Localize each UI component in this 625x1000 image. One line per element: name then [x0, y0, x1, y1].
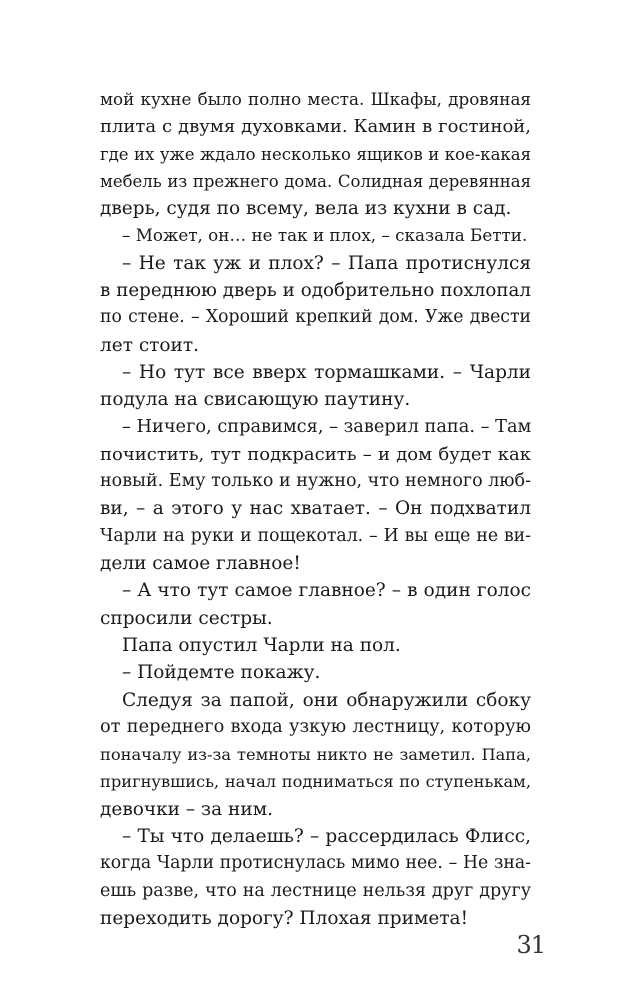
text-line: от переднего входа узкую лестницу, которую — [100, 716, 531, 737]
text-line: плита с двумя духовками. Камин в гостиной, — [100, 116, 531, 138]
text-line: – Не так уж и плох? – Папа протиснулся — [122, 252, 531, 274]
body-text — [100, 86, 531, 932]
page-number: 31 — [516, 931, 545, 959]
text-line: – Но тут все вверх тормашками. – Чарли — [122, 361, 531, 383]
text-line: новый. Ему только и нужно, что немного люб- — [100, 471, 531, 492]
text-line: лет стоит. — [100, 334, 199, 356]
text-line: спросили сестры. — [100, 607, 273, 629]
text-line: мой кухне было полно места. Шкафы, дровяная — [100, 89, 531, 109]
text-line: где их уже ждало несколько ящиков и кое-какая — [100, 144, 531, 164]
text-line: – Ничего, справимся, – заверил папа. – Там — [122, 416, 532, 437]
text-line: Папа опустил Чарли на пол. — [122, 634, 401, 656]
text-line: – Может, он… не так и плох, – сказала Бетти. — [122, 225, 528, 246]
text-line: ви, – а этого у нас хватает. – Он подхватил — [100, 498, 531, 520]
text-line: почистить, тут подкрасить – и дом будет как — [100, 443, 531, 465]
text-line: – А что тут самое главное? – в один голос — [122, 580, 531, 602]
text-line: в переднюю дверь и одобрительно похлопал — [100, 280, 531, 302]
text-line: пригнувшись, начал подниматься по ступенькам, — [100, 772, 531, 792]
text-line: Чарли на руки и пощекотал. – И вы еще не ви- — [100, 525, 531, 546]
text-line: – Ты что делаешь? – рассердилась Флисс, — [122, 826, 531, 848]
text-line: ешь разве, что на лестнице нельзя друг другу — [100, 880, 531, 901]
text-line: Следуя за папой, они обнаружили сбоку — [122, 689, 531, 711]
text-line: девочки – за ним. — [100, 798, 273, 820]
text-line: подула на свисающую паутину. — [100, 389, 411, 411]
text-line: – Пойдемте покажу. — [122, 662, 321, 684]
text-line: переходить дорогу? Плохая примета! — [100, 907, 469, 929]
text-line: мебель из прежнего дома. Солидная деревянная — [100, 171, 531, 191]
text-line: когда Чарли протиснулась мимо нее. – Не зна- — [100, 853, 531, 874]
text-line: дверь, судя по всему, вела из кухни в сад. — [100, 198, 512, 220]
text-line: по стене. – Хороший крепкий дом. Уже двести — [100, 307, 531, 328]
text-line: дели самое главное! — [100, 553, 301, 575]
text-line: поначалу из-за темноты никто не заметил. Папа, — [100, 745, 531, 765]
